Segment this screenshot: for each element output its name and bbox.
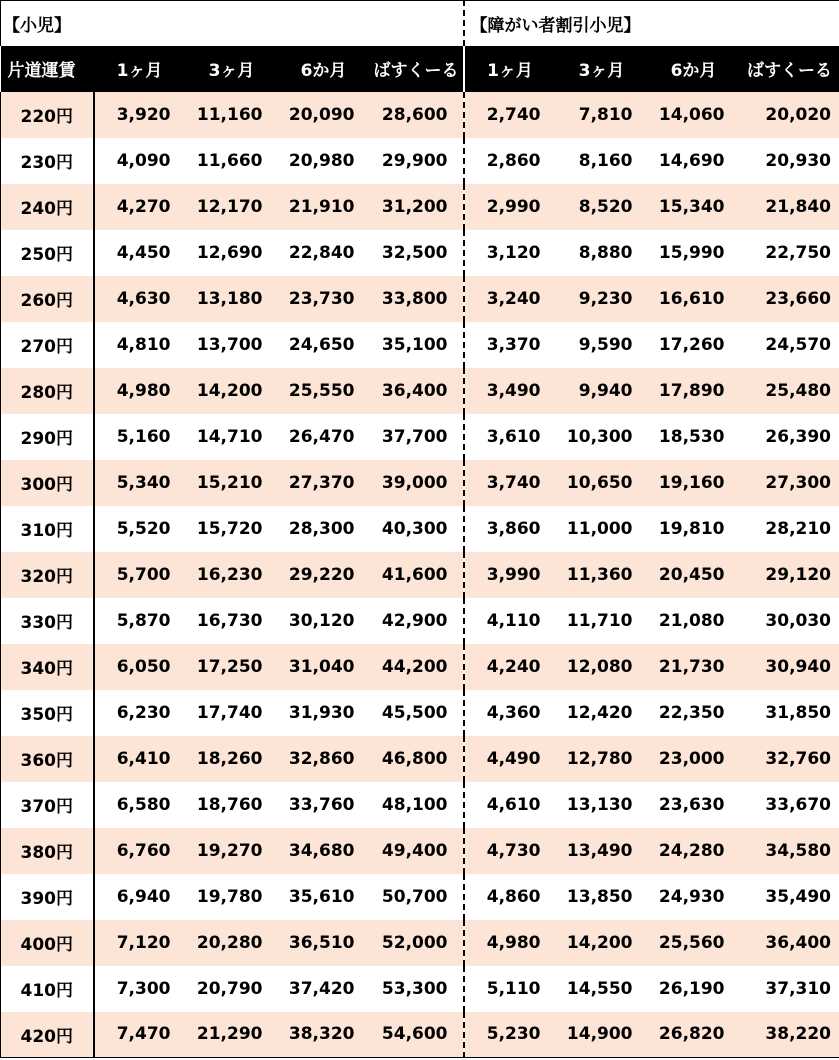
child-3month-cell: 12,170 xyxy=(186,184,278,230)
disabled-6month-cell: 14,060 xyxy=(648,92,740,138)
child-6month-cell: 30,120 xyxy=(278,598,370,644)
disabled-buscool-cell: 34,580 xyxy=(740,828,839,874)
disabled-buscool-cell: 30,030 xyxy=(740,598,839,644)
table-row xyxy=(1,184,839,230)
table-row xyxy=(1,690,839,736)
child-1month-cell: 3,920 xyxy=(94,92,186,138)
child-buscool-cell: 39,000 xyxy=(370,460,464,506)
disabled-1month-cell: 3,860 xyxy=(464,506,556,552)
disabled-buscool-cell: 27,300 xyxy=(740,460,839,506)
disabled-1month-cell: 3,740 xyxy=(464,460,556,506)
child-3month-cell: 14,710 xyxy=(186,414,278,460)
column-header-row xyxy=(1,46,839,92)
disabled-1month-cell: 4,730 xyxy=(464,828,556,874)
disabled-buscool-cell: 24,570 xyxy=(740,322,839,368)
fare-cell: 420円 xyxy=(1,1012,94,1058)
table-row xyxy=(1,230,839,276)
table-row xyxy=(1,1012,839,1058)
child-6month-cell: 24,650 xyxy=(278,322,370,368)
fare-cell: 380円 xyxy=(1,828,94,874)
disabled-6month-cell: 16,610 xyxy=(648,276,740,322)
child-6month-cell: 25,550 xyxy=(278,368,370,414)
disabled-3month-cell: 9,940 xyxy=(556,368,648,414)
fare-cell: 390円 xyxy=(1,874,94,920)
child-1month-cell: 5,870 xyxy=(94,598,186,644)
child-3month-cell: 16,730 xyxy=(186,598,278,644)
disabled-6month-cell: 17,890 xyxy=(648,368,740,414)
child-1month-cell: 5,340 xyxy=(94,460,186,506)
column-header-child-buscool: ばすくーる xyxy=(370,46,464,92)
fare-cell: 230円 xyxy=(1,138,94,184)
disabled-1month-cell: 3,370 xyxy=(464,322,556,368)
child-buscool-cell: 41,600 xyxy=(370,552,464,598)
child-3month-cell: 17,740 xyxy=(186,690,278,736)
disabled-1month-cell: 3,120 xyxy=(464,230,556,276)
child-1month-cell: 5,160 xyxy=(94,414,186,460)
disabled-buscool-cell: 37,310 xyxy=(740,966,839,1012)
disabled-1month-cell: 2,860 xyxy=(464,138,556,184)
child-buscool-cell: 50,700 xyxy=(370,874,464,920)
column-header-disabled-6month: 6か月 xyxy=(648,46,740,92)
disabled-1month-cell: 5,230 xyxy=(464,1012,556,1058)
child-buscool-cell: 32,500 xyxy=(370,230,464,276)
child-6month-cell: 38,320 xyxy=(278,1012,370,1058)
column-header-disabled-1month: 1ヶ月 xyxy=(464,46,556,92)
child-1month-cell: 4,980 xyxy=(94,368,186,414)
child-1month-cell: 7,470 xyxy=(94,1012,186,1058)
fare-cell: 260円 xyxy=(1,276,94,322)
fare-cell: 280円 xyxy=(1,368,94,414)
child-3month-cell: 15,210 xyxy=(186,460,278,506)
child-3month-cell: 17,250 xyxy=(186,644,278,690)
disabled-3month-cell: 10,650 xyxy=(556,460,648,506)
fare-cell: 290円 xyxy=(1,414,94,460)
child-buscool-cell: 45,500 xyxy=(370,690,464,736)
disabled-buscool-cell: 31,850 xyxy=(740,690,839,736)
column-header-child-3month: 3ヶ月 xyxy=(186,46,278,92)
child-3month-cell: 18,260 xyxy=(186,736,278,782)
child-6month-cell: 28,300 xyxy=(278,506,370,552)
child-6month-cell: 29,220 xyxy=(278,552,370,598)
column-header-child-1month: 1ヶ月 xyxy=(94,46,186,92)
child-buscool-cell: 54,600 xyxy=(370,1012,464,1058)
disabled-1month-cell: 3,610 xyxy=(464,414,556,460)
child-1month-cell: 5,520 xyxy=(94,506,186,552)
disabled-buscool-cell: 21,840 xyxy=(740,184,839,230)
disabled-3month-cell: 12,420 xyxy=(556,690,648,736)
table-row xyxy=(1,276,839,322)
fare-cell: 370円 xyxy=(1,782,94,828)
disabled-6month-cell: 23,630 xyxy=(648,782,740,828)
disabled-buscool-cell: 38,220 xyxy=(740,1012,839,1058)
disabled-3month-cell: 9,590 xyxy=(556,322,648,368)
table-row xyxy=(1,138,839,184)
disabled-6month-cell: 15,990 xyxy=(648,230,740,276)
disabled-3month-cell: 14,900 xyxy=(556,1012,648,1058)
disabled-1month-cell: 4,490 xyxy=(464,736,556,782)
child-6month-cell: 26,470 xyxy=(278,414,370,460)
column-header-child-6month: 6か月 xyxy=(278,46,370,92)
child-3month-cell: 19,780 xyxy=(186,874,278,920)
table-row xyxy=(1,92,839,138)
disabled-6month-cell: 21,730 xyxy=(648,644,740,690)
disabled-3month-cell: 7,810 xyxy=(556,92,648,138)
child-buscool-cell: 36,400 xyxy=(370,368,464,414)
fare-cell: 320円 xyxy=(1,552,94,598)
child-3month-cell: 18,760 xyxy=(186,782,278,828)
table-row xyxy=(1,644,839,690)
child-buscool-cell: 46,800 xyxy=(370,736,464,782)
child-1month-cell: 4,450 xyxy=(94,230,186,276)
group-title-child: 【小児】 xyxy=(1,1,464,46)
disabled-3month-cell: 11,000 xyxy=(556,506,648,552)
child-3month-cell: 15,720 xyxy=(186,506,278,552)
table-row xyxy=(1,966,839,1012)
fare-cell: 400円 xyxy=(1,920,94,966)
child-6month-cell: 33,760 xyxy=(278,782,370,828)
child-3month-cell: 14,200 xyxy=(186,368,278,414)
disabled-buscool-cell: 36,400 xyxy=(740,920,839,966)
child-3month-cell: 11,160 xyxy=(186,92,278,138)
child-1month-cell: 4,090 xyxy=(94,138,186,184)
child-6month-cell: 34,680 xyxy=(278,828,370,874)
fare-cell: 270円 xyxy=(1,322,94,368)
table-row xyxy=(1,598,839,644)
child-1month-cell: 7,300 xyxy=(94,966,186,1012)
group-header-row xyxy=(1,1,839,46)
child-buscool-cell: 28,600 xyxy=(370,92,464,138)
column-header-disabled-3month: 3ヶ月 xyxy=(556,46,648,92)
group-title-disabled-child: 【障がい者割引小児】 xyxy=(464,1,839,46)
disabled-1month-cell: 4,110 xyxy=(464,598,556,644)
fare-cell: 310円 xyxy=(1,506,94,552)
fare-cell: 360円 xyxy=(1,736,94,782)
table-row xyxy=(1,920,839,966)
child-1month-cell: 6,580 xyxy=(94,782,186,828)
disabled-1month-cell: 4,360 xyxy=(464,690,556,736)
child-6month-cell: 31,040 xyxy=(278,644,370,690)
child-3month-cell: 13,700 xyxy=(186,322,278,368)
disabled-6month-cell: 15,340 xyxy=(648,184,740,230)
disabled-6month-cell: 23,000 xyxy=(648,736,740,782)
child-1month-cell: 7,120 xyxy=(94,920,186,966)
fare-cell: 240円 xyxy=(1,184,94,230)
column-header-disabled-buscool: ばすくーる xyxy=(740,46,839,92)
child-buscool-cell: 52,000 xyxy=(370,920,464,966)
disabled-3month-cell: 9,230 xyxy=(556,276,648,322)
column-header-fare: 片道運賃 xyxy=(1,46,94,92)
disabled-6month-cell: 22,350 xyxy=(648,690,740,736)
disabled-buscool-cell: 23,660 xyxy=(740,276,839,322)
child-3month-cell: 20,790 xyxy=(186,966,278,1012)
table-row xyxy=(1,552,839,598)
disabled-3month-cell: 14,550 xyxy=(556,966,648,1012)
disabled-buscool-cell: 30,940 xyxy=(740,644,839,690)
child-buscool-cell: 44,200 xyxy=(370,644,464,690)
disabled-6month-cell: 26,190 xyxy=(648,966,740,1012)
child-6month-cell: 31,930 xyxy=(278,690,370,736)
child-buscool-cell: 31,200 xyxy=(370,184,464,230)
child-1month-cell: 4,810 xyxy=(94,322,186,368)
child-6month-cell: 36,510 xyxy=(278,920,370,966)
fare-cell: 300円 xyxy=(1,460,94,506)
child-6month-cell: 23,730 xyxy=(278,276,370,322)
disabled-1month-cell: 2,990 xyxy=(464,184,556,230)
disabled-3month-cell: 13,130 xyxy=(556,782,648,828)
child-6month-cell: 37,420 xyxy=(278,966,370,1012)
child-6month-cell: 32,860 xyxy=(278,736,370,782)
child-buscool-cell: 53,300 xyxy=(370,966,464,1012)
child-1month-cell: 6,050 xyxy=(94,644,186,690)
child-buscool-cell: 48,100 xyxy=(370,782,464,828)
child-buscool-cell: 40,300 xyxy=(370,506,464,552)
disabled-1month-cell: 4,610 xyxy=(464,782,556,828)
disabled-1month-cell: 5,110 xyxy=(464,966,556,1012)
disabled-3month-cell: 8,880 xyxy=(556,230,648,276)
disabled-6month-cell: 18,530 xyxy=(648,414,740,460)
child-6month-cell: 21,910 xyxy=(278,184,370,230)
disabled-3month-cell: 11,360 xyxy=(556,552,648,598)
child-buscool-cell: 35,100 xyxy=(370,322,464,368)
child-buscool-cell: 42,900 xyxy=(370,598,464,644)
disabled-6month-cell: 24,280 xyxy=(648,828,740,874)
child-6month-cell: 20,090 xyxy=(278,92,370,138)
disabled-6month-cell: 26,820 xyxy=(648,1012,740,1058)
child-buscool-cell: 29,900 xyxy=(370,138,464,184)
fare-cell: 340円 xyxy=(1,644,94,690)
fare-cell: 220円 xyxy=(1,92,94,138)
disabled-3month-cell: 10,300 xyxy=(556,414,648,460)
child-6month-cell: 27,370 xyxy=(278,460,370,506)
child-buscool-cell: 49,400 xyxy=(370,828,464,874)
disabled-3month-cell: 13,490 xyxy=(556,828,648,874)
table-row xyxy=(1,828,839,874)
child-3month-cell: 20,280 xyxy=(186,920,278,966)
disabled-1month-cell: 3,490 xyxy=(464,368,556,414)
child-6month-cell: 35,610 xyxy=(278,874,370,920)
disabled-1month-cell: 4,860 xyxy=(464,874,556,920)
disabled-1month-cell: 4,240 xyxy=(464,644,556,690)
disabled-6month-cell: 19,160 xyxy=(648,460,740,506)
child-3month-cell: 13,180 xyxy=(186,276,278,322)
disabled-3month-cell: 13,850 xyxy=(556,874,648,920)
disabled-3month-cell: 11,710 xyxy=(556,598,648,644)
table-row xyxy=(1,460,839,506)
child-6month-cell: 22,840 xyxy=(278,230,370,276)
disabled-3month-cell: 12,080 xyxy=(556,644,648,690)
child-1month-cell: 6,230 xyxy=(94,690,186,736)
child-1month-cell: 4,630 xyxy=(94,276,186,322)
disabled-3month-cell: 8,520 xyxy=(556,184,648,230)
table-row xyxy=(1,414,839,460)
child-3month-cell: 11,660 xyxy=(186,138,278,184)
table-row xyxy=(1,322,839,368)
child-3month-cell: 21,290 xyxy=(186,1012,278,1058)
disabled-1month-cell: 2,740 xyxy=(464,92,556,138)
child-3month-cell: 12,690 xyxy=(186,230,278,276)
table-row xyxy=(1,368,839,414)
child-3month-cell: 19,270 xyxy=(186,828,278,874)
disabled-buscool-cell: 20,020 xyxy=(740,92,839,138)
child-6month-cell: 20,980 xyxy=(278,138,370,184)
disabled-6month-cell: 20,450 xyxy=(648,552,740,598)
disabled-buscool-cell: 20,930 xyxy=(740,138,839,184)
fare-cell: 350円 xyxy=(1,690,94,736)
disabled-buscool-cell: 22,750 xyxy=(740,230,839,276)
disabled-3month-cell: 12,780 xyxy=(556,736,648,782)
child-1month-cell: 6,940 xyxy=(94,874,186,920)
fare-table-body xyxy=(1,92,839,1058)
table-row xyxy=(1,874,839,920)
child-1month-cell: 6,760 xyxy=(94,828,186,874)
fare-cell: 410円 xyxy=(1,966,94,1012)
disabled-6month-cell: 17,260 xyxy=(648,322,740,368)
disabled-6month-cell: 21,080 xyxy=(648,598,740,644)
child-buscool-cell: 37,700 xyxy=(370,414,464,460)
disabled-buscool-cell: 26,390 xyxy=(740,414,839,460)
child-1month-cell: 6,410 xyxy=(94,736,186,782)
disabled-1month-cell: 4,980 xyxy=(464,920,556,966)
table-row xyxy=(1,506,839,552)
disabled-3month-cell: 14,200 xyxy=(556,920,648,966)
disabled-6month-cell: 24,930 xyxy=(648,874,740,920)
disabled-buscool-cell: 33,670 xyxy=(740,782,839,828)
child-3month-cell: 16,230 xyxy=(186,552,278,598)
disabled-1month-cell: 3,240 xyxy=(464,276,556,322)
disabled-6month-cell: 19,810 xyxy=(648,506,740,552)
disabled-3month-cell: 8,160 xyxy=(556,138,648,184)
disabled-6month-cell: 14,690 xyxy=(648,138,740,184)
disabled-buscool-cell: 35,490 xyxy=(740,874,839,920)
disabled-buscool-cell: 28,210 xyxy=(740,506,839,552)
disabled-buscool-cell: 32,760 xyxy=(740,736,839,782)
disabled-6month-cell: 25,560 xyxy=(648,920,740,966)
child-1month-cell: 5,700 xyxy=(94,552,186,598)
child-buscool-cell: 33,800 xyxy=(370,276,464,322)
disabled-buscool-cell: 29,120 xyxy=(740,552,839,598)
table-row xyxy=(1,736,839,782)
disabled-buscool-cell: 25,480 xyxy=(740,368,839,414)
fare-cell: 250円 xyxy=(1,230,94,276)
fare-cell: 330円 xyxy=(1,598,94,644)
child-1month-cell: 4,270 xyxy=(94,184,186,230)
disabled-1month-cell: 3,990 xyxy=(464,552,556,598)
table-row xyxy=(1,782,839,828)
